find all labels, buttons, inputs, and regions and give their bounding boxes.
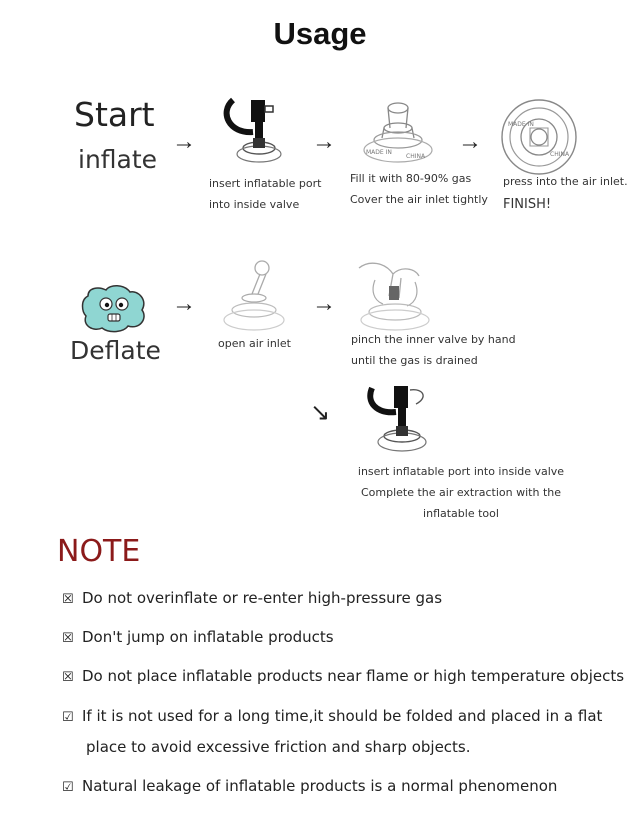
pinch-valve-illustration [355,256,435,332]
note-item-1: ☒ Do not overinflate or re-enter high-pressure gas [62,589,443,607]
country-text: CHINA [406,153,426,160]
finish-label: FINISH! [503,197,552,212]
arrow-3: → [458,128,482,155]
arrow-1: → [172,128,196,155]
arrow-4: → [172,290,196,317]
x-box-icon: ☒ [62,631,74,646]
arrow-5: → [312,290,336,317]
note-item-4: ☑ If it is not used for a long time,it should be folded and placed in a flat [62,707,603,725]
deflate-step2-caption: pinch the inner valve by hand until the gas is drained [351,333,516,367]
inflate-step3-caption: press into the air inlet. [503,175,628,188]
made-in-text-2: MADE IN [508,121,534,128]
note-title: NOTE [57,534,141,569]
note-item-2: ☒ Don't jump on inflatable products [62,628,334,646]
arrow-2: → [312,128,336,155]
start-label: Start [74,95,155,134]
x-box-icon: ☒ [62,592,74,607]
page-title: Usage [273,16,367,51]
check-box-icon: ☑ [62,780,74,795]
x-box-icon: ☒ [62,670,74,685]
valve-side-illustration [360,98,440,173]
made-in-text: MADE IN [366,149,392,156]
note-item-4-cont: place to avoid excessive friction and sharp objects. [86,738,471,756]
monster-icon [78,282,150,334]
inflate-step2-caption: Fill it with 80-90% gas Cover the air inlet tightly [350,172,488,206]
open-valve-illustration [222,258,292,334]
deflate-step3-caption: insert inflatable port into inside valve Complete the air extraction with the inflatable tool [357,465,565,520]
country-text-2: CHINA [550,151,570,158]
diagonal-arrow: ↘ [310,399,331,426]
deflate-step1-caption: open air inlet [218,337,291,350]
pump-extraction-illustration [366,384,442,456]
note-item-5: ☑ Natural leakage of inflatable products is a normal phenomenon [62,777,558,795]
pump-into-valve-illustration [215,98,285,168]
valve-top-illustration [500,98,578,176]
check-box-icon: ☑ [62,710,74,725]
deflate-label: Deflate [70,336,161,365]
inflate-step1-caption: insert inflatable port into inside valve [209,177,322,211]
note-item-3: ☒ Do not place inflatable products near flame or high temperature objects [62,667,625,685]
inflate-label: inflate [78,145,158,174]
